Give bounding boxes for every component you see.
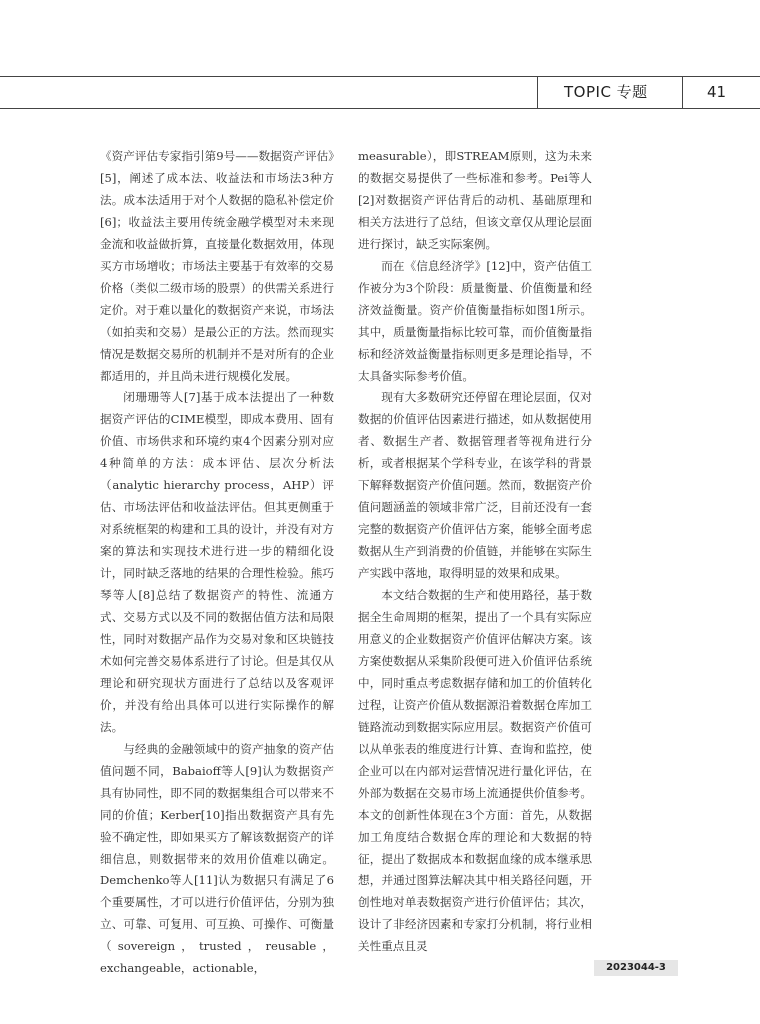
right-column: [358, 146, 592, 958]
running-header: [0, 76, 760, 109]
article-code: 2023044-3: [594, 960, 678, 976]
left-column: [100, 146, 334, 980]
paragraph: 而在《信息经济学》[12]中，资产估值工作被分为3个阶段：质量衡量、价值衡量和经济效益衡量。资产价值衡量指标如图1所示。其中，质量衡量指标比较可靠，而价值衡量指标和经济效益衡量指标则更多是理论指导，不太具备实际参考价值。: [358, 258, 592, 383]
page-number: 41: [682, 77, 760, 108]
paragraph: 与经典的金融领域中的资产抽象的资产估值问题不同，Babaioff等人[9]认为数据资产具有协同性，即不同的数据集组合可以带来不同的价值；Kerber[10]指出数据资产具有先验不确定性，即如果买方了解该数据资产的详细信息，则数据带来的效用价值难以确定。Demchenko等人[11]认为数据只有满足了6个重要属性，才可以进行价值评估，分别为独立、可靠、可复用、可互换、可操作、可衡量（sovereign，trusted，reusable，exchangeable，actionable，: [100, 741, 334, 976]
paragraph: 闭珊珊等人[7]基于成本法提出了一种数据资产评估的CIME模型，即成本费用、固有价值、市场供求和环境约束4个因素分别对应4种简单的方法：成本评估、层次分析法（analytic hierarchy process，AHP）评估、市场法评估和收益法评估。但其更侧重于对系统框架的构建和工具的设计，并没有对方案的算法和实现技术进行进一步的精细化设计，同时缺乏落地的结果的合理性检验。熊巧琴等人[8]总结了数据资产的特性、流通方式、交易方式以及不同的数据估值方法和局限性，同时对数据产品作为交易对象和区块链技术如何完善交易体系进行了讨论。但是其仅从理论和研究现状方面进行了总结以及客观评价，并没有给出具体可以进行实际操作的解法。: [100, 390, 334, 734]
paragraph: 现有大多数研究还停留在理论层面，仅对数据的价值评估因素进行描述，如从数据使用者、数据生产者、数据管理者等视角进行分析，或者根据某个学科专业，在该学科的背景下解释数据资产价值问题。然而，数据资产价值问题涵盖的领域非常广泛，目前还没有一套完整的数据资产价值评估方案，能够全面考虑数据从生产到消费的价值链，并能够在实际生产实践中落地，取得明显的效果和成果。: [358, 390, 592, 581]
paragraph: 《资产评估专家指引第9号——数据资产评估》[5]，阐述了成本法、收益法和市场法3种方法。成本法适用于对个人数据的隐私补偿定价[6]；收益法主要用传统金融学模型对未来现金流和收益做折算，直接量化数据效用，体现买方市场增收；市场法主要基于有效率的交易价格（类似二级市场的股票）的供需关系进行定价。对于难以量化的数据资产来说，市场法（如拍卖和交易）是最公正的方法。然而现实情况是数据交易所的机制并不是对所有的企业都适用的，并且尚未进行规模化发展。: [100, 149, 334, 383]
header-topic: TOPIC 专题: [537, 77, 682, 108]
paragraph: measurable），即STREAM原则，这为未来的数据交易提供了一些标准和参考。Pei等人[2]对数据资产评估背后的动机、基础原理和相关方法进行了总结，但该文章仅从理论层面进行探讨，缺乏实际案例。: [358, 149, 592, 251]
paragraph: 本文结合数据的生产和使用路径，基于数据全生命周期的框架，提出了一个具有实际应用意义的企业数据资产价值评估解决方案。该方案使数据从采集阶段便可进入价值评估系统中，同时重点考虑数据存储和加工的价值转化过程，让资产价值从数据源沿着数据仓库加工链路流动到数据实际应用层。数据资产价值可以从单张表的维度进行计算、查询和监控，使企业可以在内部对运营情况进行量化评估，在外部为数据在交易市场上流通提供价值参考。本文的创新性体现在3个方面：首先，从数据加工角度结合数据仓库的理论和大数据的特征，提出了数据成本和数据血缘的成本继承思想，并通过图算法解决其中相关路径问题，开创性地对单表数据资产进行价值评估；其次，设计了非经济因素和专家打分机制，将行业相关性重点且灵: [358, 588, 592, 954]
